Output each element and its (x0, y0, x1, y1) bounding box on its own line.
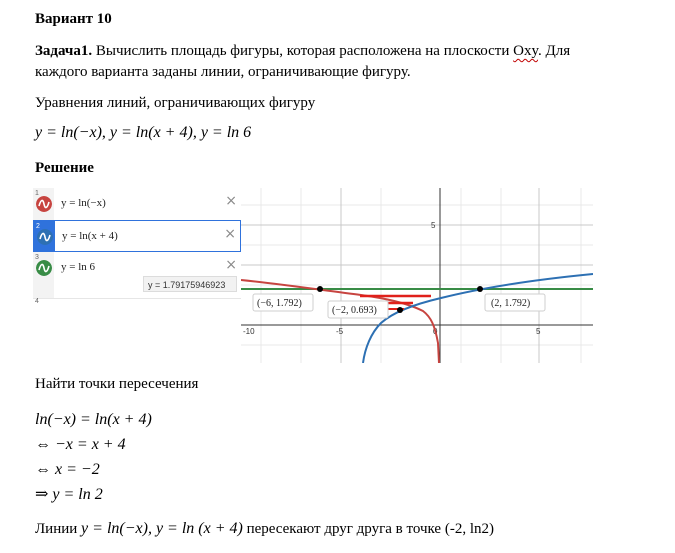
equation-1: y = ln(−x) (35, 124, 102, 141)
row-number: 3 (35, 254, 39, 261)
task-text-1: Вычислить площадь фигуры, которая расположена на плоскости (92, 43, 514, 59)
solution-header: Решение (35, 160, 94, 176)
equation-2: y = ln(x + 4) (109, 124, 193, 141)
row-number: 4 (35, 298, 39, 305)
conclusion-suffix: пересекают друг друга в точке (-2, ln2) (242, 521, 494, 537)
find-header: Найти точки пересечения (35, 376, 199, 392)
evaluated-value: y = 1.79175946923 (143, 276, 237, 292)
equation-3: y = ln 6 (200, 124, 252, 141)
point-label-2 (328, 301, 388, 318)
function-graph[interactable] (241, 188, 593, 363)
task-statement (35, 41, 595, 83)
solution-steps (35, 407, 152, 507)
graph-color-red-icon[interactable] (36, 196, 52, 212)
svg-text:(2, 1.792): (2, 1.792) (491, 298, 531, 309)
close-icon[interactable]: × (225, 193, 237, 209)
expression-row-1[interactable] (33, 188, 241, 221)
equations-header: Уравнения линий, ограничивающих фигуру (35, 95, 316, 111)
given-equations: y = ln(−x), y = ln(x + 4), y = ln 6 (35, 124, 252, 141)
task-text-2: . Для каждого варианта заданы линии, ограничивающие фигуру. (35, 43, 571, 80)
row-number: 1 (35, 190, 39, 197)
step-4: ⇒ y = ln 2 (35, 486, 103, 503)
close-icon[interactable]: × (224, 226, 236, 242)
step-2: ⇔ −x = x + 4 (35, 436, 126, 453)
graph-color-blue-icon[interactable] (37, 229, 53, 245)
task-label: Задача1. (35, 43, 93, 59)
conclusion-prefix: Линии (35, 521, 82, 537)
y-tick-label: 5 (431, 221, 436, 230)
x-tick-label: 0 (433, 327, 438, 336)
svg-text:(−6, 1.792): (−6, 1.792) (257, 298, 302, 309)
intersection-point (397, 307, 403, 313)
x-tick-label: -10 (243, 327, 255, 336)
x-tick-label: -5 (336, 327, 344, 336)
point-label-1 (253, 294, 313, 311)
conclusion-math: y = ln(−x), y = ln (x + 4) (81, 520, 243, 537)
point-label-3 (485, 294, 545, 311)
expression-panel (33, 188, 242, 363)
intersection-point (317, 286, 323, 292)
close-icon[interactable]: × (225, 257, 237, 273)
expression-text[interactable]: y = ln(x + 4) (62, 230, 118, 242)
plane-name: Oxy (513, 43, 539, 59)
intersection-point (477, 286, 483, 292)
conclusion (35, 520, 494, 538)
step-3: ⇔ x = −2 (35, 461, 100, 478)
variant-title: Вариант 10 (35, 11, 112, 27)
graph-color-green-icon[interactable] (36, 260, 52, 276)
row-number: 2 (36, 223, 40, 230)
step-1: ln(−x) = ln(x + 4) (35, 411, 152, 428)
expression-text[interactable]: y = ln 6 (61, 261, 96, 273)
expression-row-2[interactable] (33, 220, 241, 252)
expression-text[interactable]: y = ln(−x) (61, 197, 106, 209)
x-tick-label: 5 (536, 327, 541, 336)
svg-text:(−2, 0.693): (−2, 0.693) (332, 305, 377, 316)
